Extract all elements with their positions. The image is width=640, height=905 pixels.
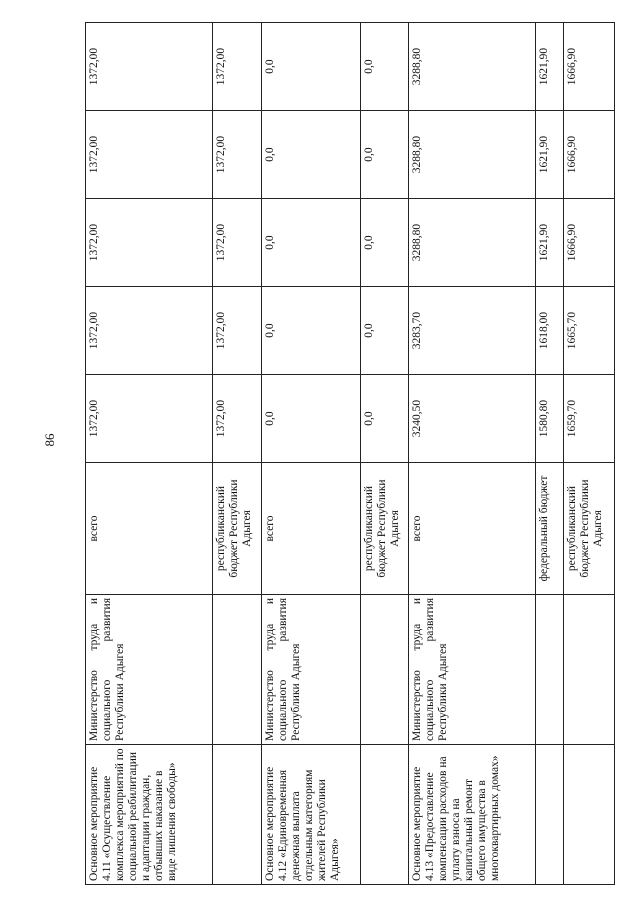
value-cell: 1372,00 [86,23,213,111]
value-cell: 1621,90 [536,23,564,111]
value-cell: 3240,50 [409,375,536,463]
value-cell: 0,0 [360,375,408,463]
table-row [261,23,360,885]
executor-cell: Министерство труда и социального развития Республики Адыгея [261,595,360,745]
value-cell: 0,0 [360,111,408,199]
value-cell: 1621,90 [536,111,564,199]
event-cell: Основное мероприятие 4.13 «Предоставление компенсации расходов на уплату взноса на капитальный ремонт общего имущества в многоквартирных домах» [409,745,536,885]
value-cell: 1372,00 [213,375,261,463]
event-cell [213,745,261,885]
value-cell: 3288,80 [409,111,536,199]
executor-cell: Министерство труда и социального развития Республики Адыгея [409,595,536,745]
table-row [213,23,261,885]
executor-cell [536,595,564,745]
value-cell: 1372,00 [213,111,261,199]
table-row [536,23,564,885]
source-cell: всего [409,463,536,595]
value-cell: 0,0 [360,199,408,287]
value-cell: 1618,00 [536,287,564,375]
event-cell: Основное мероприятие 4.11 «Осуществление комплекса мероприятий по социальной реабилитации и адаптации граждан, отбывших наказание в виде лишения свободы» [86,745,213,885]
source-cell: республиканский бюджет Республики Адыгея [213,463,261,595]
event-cell [564,745,615,885]
table-row [564,23,615,885]
budget-table [85,22,615,885]
value-cell: 1666,90 [564,199,615,287]
value-cell: 3288,80 [409,23,536,111]
event-cell: Основное мероприятие 4.12 «Единовременная денежная выплата отдельным категориям жителей Республики Адыгея» [261,745,360,885]
value-cell: 1666,90 [564,111,615,199]
rotated-page [85,23,615,885]
table-row [409,23,536,885]
value-cell: 1372,00 [86,199,213,287]
event-cell [536,745,564,885]
value-cell: 1372,00 [213,287,261,375]
value-cell: 3288,80 [409,199,536,287]
table-row [86,23,213,885]
value-cell: 0,0 [261,287,360,375]
source-cell: республиканский бюджет Республики Адыгея [564,463,615,595]
value-cell: 0,0 [261,23,360,111]
value-cell: 0,0 [360,287,408,375]
value-cell: 1372,00 [86,111,213,199]
event-cell [360,745,408,885]
value-cell: 1372,00 [86,287,213,375]
value-cell: 1580,80 [536,375,564,463]
executor-cell: Министерство труда и социального развития Республики Адыгея [86,595,213,745]
page-number: 86 [42,433,57,447]
value-cell: 1659,70 [564,375,615,463]
source-cell: федеральный бюджет [536,463,564,595]
executor-cell [213,595,261,745]
source-cell: всего [86,463,213,595]
value-cell: 1372,00 [86,375,213,463]
value-cell: 0,0 [261,111,360,199]
source-cell: республиканский бюджет Республики Адыгея [360,463,408,595]
source-cell: всего [261,463,360,595]
table-row [360,23,408,885]
value-cell: 1666,90 [564,23,615,111]
value-cell: 1665,70 [564,287,615,375]
value-cell: 1372,00 [213,199,261,287]
value-cell: 0,0 [261,199,360,287]
value-cell: 0,0 [360,23,408,111]
value-cell: 1372,00 [213,23,261,111]
value-cell: 0,0 [261,375,360,463]
executor-cell [360,595,408,745]
value-cell: 3283,70 [409,287,536,375]
value-cell: 1621,90 [536,199,564,287]
executor-cell [564,595,615,745]
